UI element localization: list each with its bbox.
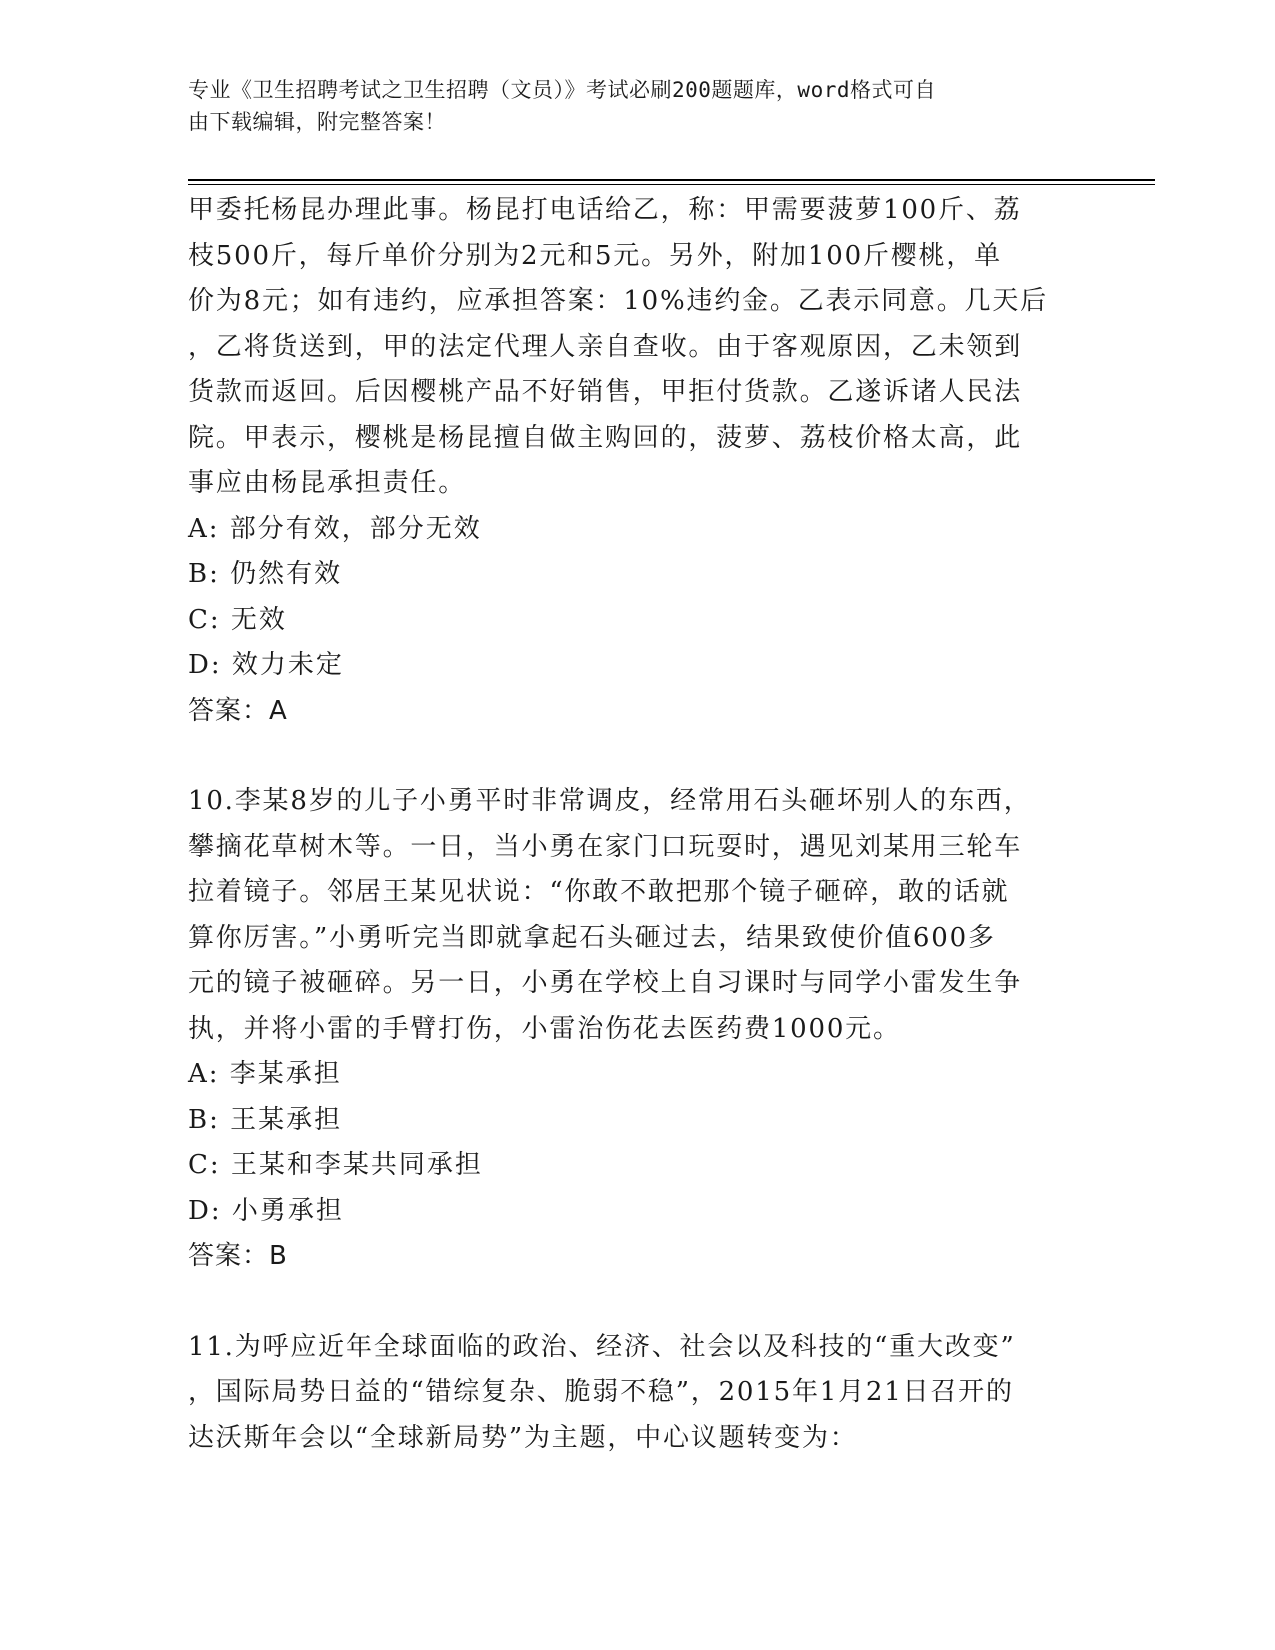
question-10-line-3: 拉着镜子。邻居王某见状说：“你敢不敢把那个镜子砸碎，敢的话就 [188, 877, 1010, 907]
question-10-option-c: C: 王某和李某共同承担 [188, 1150, 483, 1180]
header-line-2: 由下载编辑，附完整答案！ [188, 110, 446, 134]
header-divider-thick [188, 179, 1155, 181]
question-10-answer: 答案：B [188, 1241, 288, 1271]
question-11-line-1: 11.为呼应近年全球面临的政治、经济、社会以及科技的“重大改变” [188, 1331, 1016, 1362]
question-10-line-6: 执，并将小雷的手臂打伤，小雷治伤花去医药费1000元。 [188, 1013, 901, 1044]
question-10-line-5: 元的镜子被砸碎。另一日，小勇在学校上自习课时与同学小雷发生争 [188, 968, 1023, 998]
document-body [188, 188, 1088, 1461]
question-10-line-2: 攀摘花草树木等。一日，当小勇在家门口玩耍时，遇见刘某用三轮车 [188, 831, 1023, 862]
question-9-line-6: 院。甲表示，樱桃是杨昆擅自做主购回的，菠萝、荔枝价格太高，此 [188, 422, 1023, 453]
question-11-line-2: ，国际局势日益的“错综复杂、脆弱不稳”，2015年1月21日召开的 [188, 1377, 1014, 1407]
document-header [188, 74, 1088, 138]
question-9-line-3: 价为8元；如有违约，应承担答案：10%违约金。乙表示同意。几天后 [188, 286, 1048, 316]
question-9-line-1: 甲委托杨昆办理此事。杨昆打电话给乙，称：甲需要菠萝100斤、荔 [188, 195, 1022, 225]
question-11 [188, 1325, 1088, 1462]
header-line-1: 专业《卫生招聘考试之卫生招聘（文员）》考试必刷200题题库，word格式可自 [188, 78, 936, 102]
spacer [188, 1280, 1088, 1325]
question-9-option-b: B: 仍然有效 [188, 559, 343, 589]
question-9-line-4: ，乙将货送到，甲的法定代理人亲自查收。由于客观原因，乙未领到 [188, 331, 1023, 362]
question-9-line-5: 货款而返回。后因樱桃产品不好销售，甲拒付货款。乙遂诉诸人民法 [188, 377, 1023, 407]
question-9-answer: 答案：A [188, 695, 288, 726]
spacer [188, 734, 1088, 779]
header-divider-thin [188, 184, 1155, 185]
question-9-option-a: A: 部分有效，部分无效 [188, 513, 482, 544]
question-9-line-2: 枝500斤，每斤单价分别为2元和5元。另外，附加100斤樱桃，单 [188, 240, 1002, 271]
question-9-option-c: C: 无效 [188, 604, 287, 635]
question-9 [188, 188, 1088, 734]
question-10-option-d: D: 小勇承担 [188, 1195, 344, 1226]
question-10-option-a: A: 李某承担 [188, 1059, 342, 1089]
question-10-line-1: 10.李某8岁的儿子小勇平时非常调皮，经常用石头砸坏别人的东西， [188, 786, 1032, 816]
question-9-line-7: 事应由杨昆承担责任。 [188, 468, 467, 498]
question-9-option-d: D: 效力未定 [188, 650, 344, 680]
question-10-option-b: B: 王某承担 [188, 1104, 343, 1135]
question-11-line-3: 达沃斯年会以“全球新局势”为主题，中心议题转变为： [188, 1422, 858, 1453]
question-10-line-4: 算你厉害。”小勇听完当即就拿起石头砸过去，结果致使价值600多 [188, 922, 996, 953]
question-10 [188, 779, 1088, 1280]
